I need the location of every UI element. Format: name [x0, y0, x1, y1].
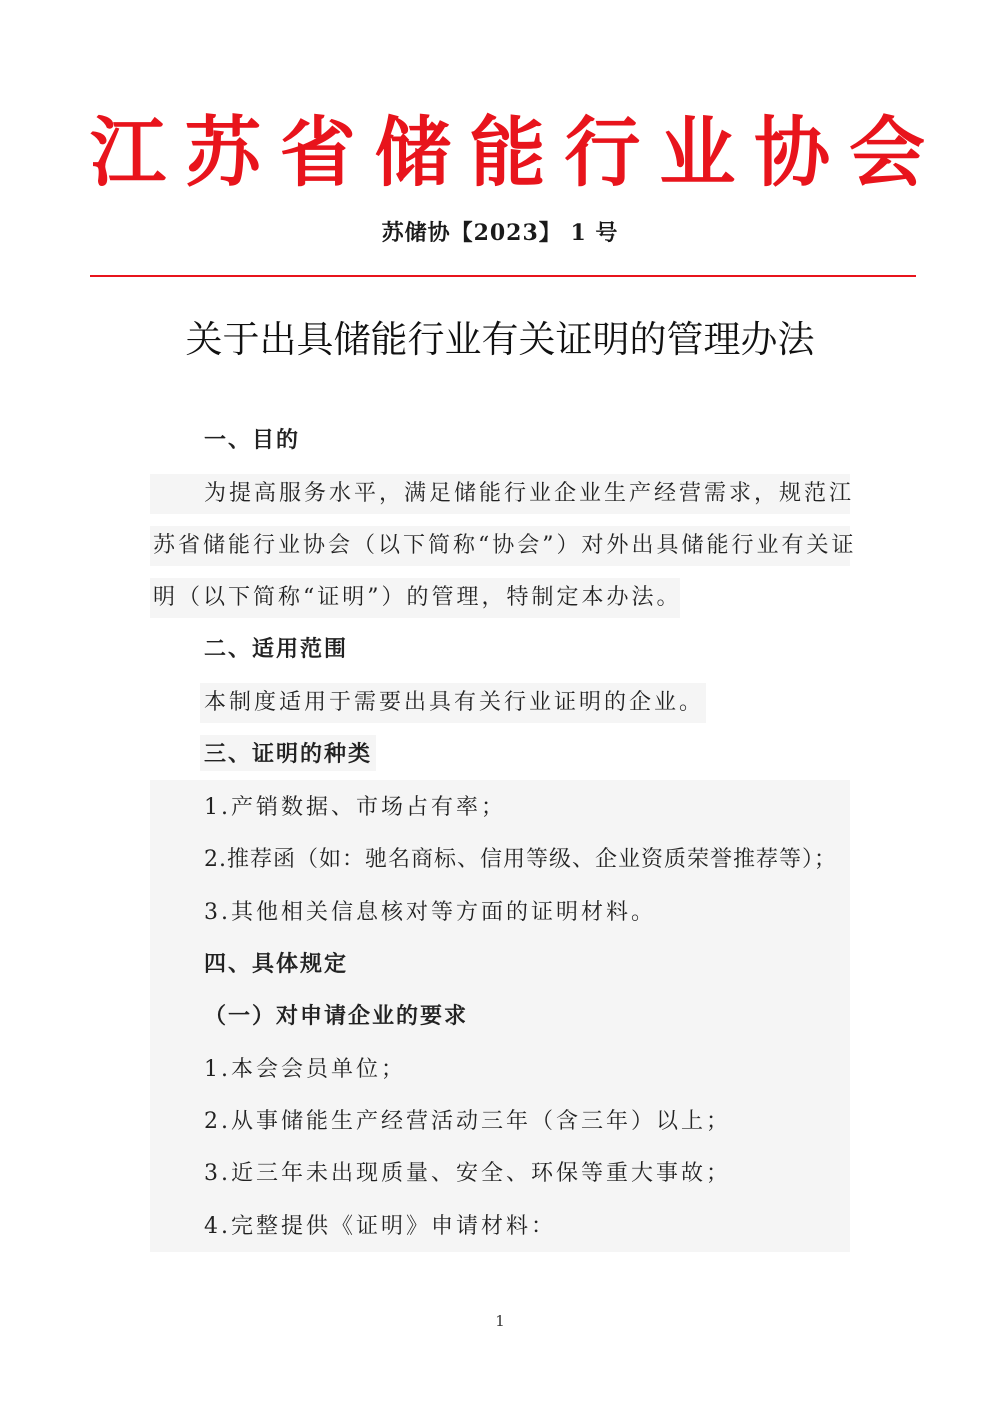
section-heading: 四、具体规定: [204, 952, 349, 977]
document-title: 关于出具储能行业有关证明的管理办法: [185, 318, 815, 361]
letterhead-char: 协: [754, 108, 831, 197]
paragraph-line: 为提高服务水平，满足储能行业企业生产经营需求，规范江: [204, 481, 855, 506]
letterhead-char: 江: [90, 108, 166, 197]
document-number: 苏储协【2023】 1 号: [381, 220, 619, 246]
section-heading: 一、目的: [204, 428, 301, 453]
section-heading: 三、证明的种类: [204, 742, 373, 767]
paragraph-line: 明（以下简称“证明”）的管理，特制定本办法。: [153, 585, 682, 610]
letterhead-divider: [90, 275, 916, 277]
section-subheading: （一）对申请企业的要求: [204, 1004, 469, 1029]
list-item: 3.其他相关信息核对等方面的证明材料。: [204, 900, 656, 925]
list-item: 2.推荐函（如：驰名商标、信用等级、企业资质荣誉推荐等）；: [204, 847, 837, 872]
section-heading: 二、适用范围: [204, 637, 349, 662]
letterhead-char: 储: [374, 108, 451, 197]
list-item: 4.完整提供《证明》申请材料：: [204, 1214, 556, 1239]
letterhead-char: 业: [659, 108, 736, 197]
letterhead-char: 行: [564, 108, 641, 197]
list-item: 3.近三年未出现质量、安全、环保等重大事故；: [204, 1161, 731, 1186]
list-item: 1.本会会员单位；: [204, 1057, 406, 1082]
organization-letterhead: [90, 108, 925, 198]
page-number: 1: [495, 1312, 505, 1330]
list-item: 2.从事储能生产经营活动三年（含三年）以上；: [204, 1109, 731, 1134]
list-item: 1.产销数据、市场占有率；: [204, 795, 506, 820]
letterhead-char: 能: [469, 108, 546, 197]
letterhead-char: 苏: [184, 108, 261, 197]
paragraph-line: 苏省储能行业协会（以下简称“协会”）对外出具储能行业有关证: [153, 533, 857, 558]
letterhead-char: 会: [849, 108, 925, 197]
letterhead-char: 省: [279, 108, 356, 197]
paragraph-line: 本制度适用于需要出具有关行业证明的企业。: [204, 690, 705, 715]
